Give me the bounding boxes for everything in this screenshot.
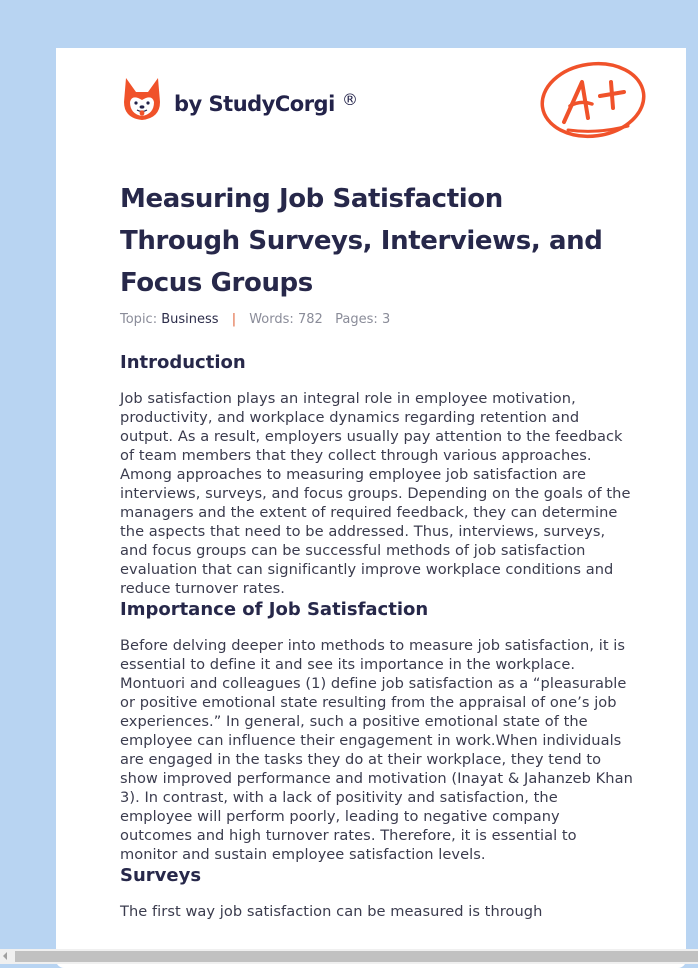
pages-label: Pages: bbox=[335, 312, 378, 327]
meta-separator: | bbox=[231, 312, 237, 327]
words-count: 782 bbox=[297, 312, 323, 327]
pages-count: 3 bbox=[381, 312, 391, 327]
paragraph: The first way job satisfaction can be measured is through bbox=[120, 903, 543, 920]
document-meta bbox=[120, 312, 390, 327]
document-body bbox=[120, 352, 634, 921]
scroll-left-arrow-icon[interactable] bbox=[3, 952, 7, 960]
document-page bbox=[56, 48, 686, 968]
document-title: Measuring Job Satisfaction Through Surveys, Interviews, and Focus Groups bbox=[120, 184, 603, 298]
paragraph: Job satisfaction plays an integral role in employee motivation, productivity, and workplace dynamics regarding retention and output. As a result, employers usually pay attention to the feedback of team members that they collect through various approaches. Among approaches to measuring employee job satisfaction are interviews, surveys, and focus groups. Depending on the goals of the managers and the extent of required feedback, they can determine the aspects that need to be addressed. Thus, interviews, surveys, and focus groups can be successful methods of job satisfaction evaluation that can significantly improve workplace conditions and reduce turnover rates. bbox=[120, 390, 631, 597]
registered-mark: ® bbox=[342, 90, 358, 109]
grade-badge-icon bbox=[538, 60, 650, 147]
paragraph: Before delving deeper into methods to measure job satisfaction, it is essential to define it and see its importance in the workplace. Montuori and colleagues (1) define job satisfaction as a “pleasurable or positive emotional state resulting from the appraisal of one’s job experiences.” In general, such a positive emotional state of the employee can influence their engagement in work.When individuals are engaged in the tasks they do at their workplace, they tend to show improved performance and motivation (Inayat & Jahanzeb Khan 3). In contrast, with a lack of positivity and satisfaction, the employee will perform poorly, leading to negative company outcomes and high turnover rates. Therefore, it is essential to monitor and sustain employee satisfaction levels. bbox=[120, 637, 633, 863]
section-heading-introduction: Introduction bbox=[120, 352, 246, 373]
corgi-logo-icon[interactable] bbox=[122, 76, 162, 122]
brand-name: by StudyCorgi bbox=[174, 92, 335, 116]
topic-link[interactable]: Business bbox=[161, 312, 219, 327]
section-heading-importance: Importance of Job Satisfaction bbox=[120, 599, 429, 620]
scrollbar-thumb[interactable] bbox=[15, 951, 698, 962]
horizontal-scrollbar[interactable] bbox=[0, 949, 698, 964]
words-label: Words: bbox=[249, 312, 294, 327]
topic-label: Topic: bbox=[120, 312, 158, 327]
section-heading-surveys: Surveys bbox=[120, 865, 202, 886]
